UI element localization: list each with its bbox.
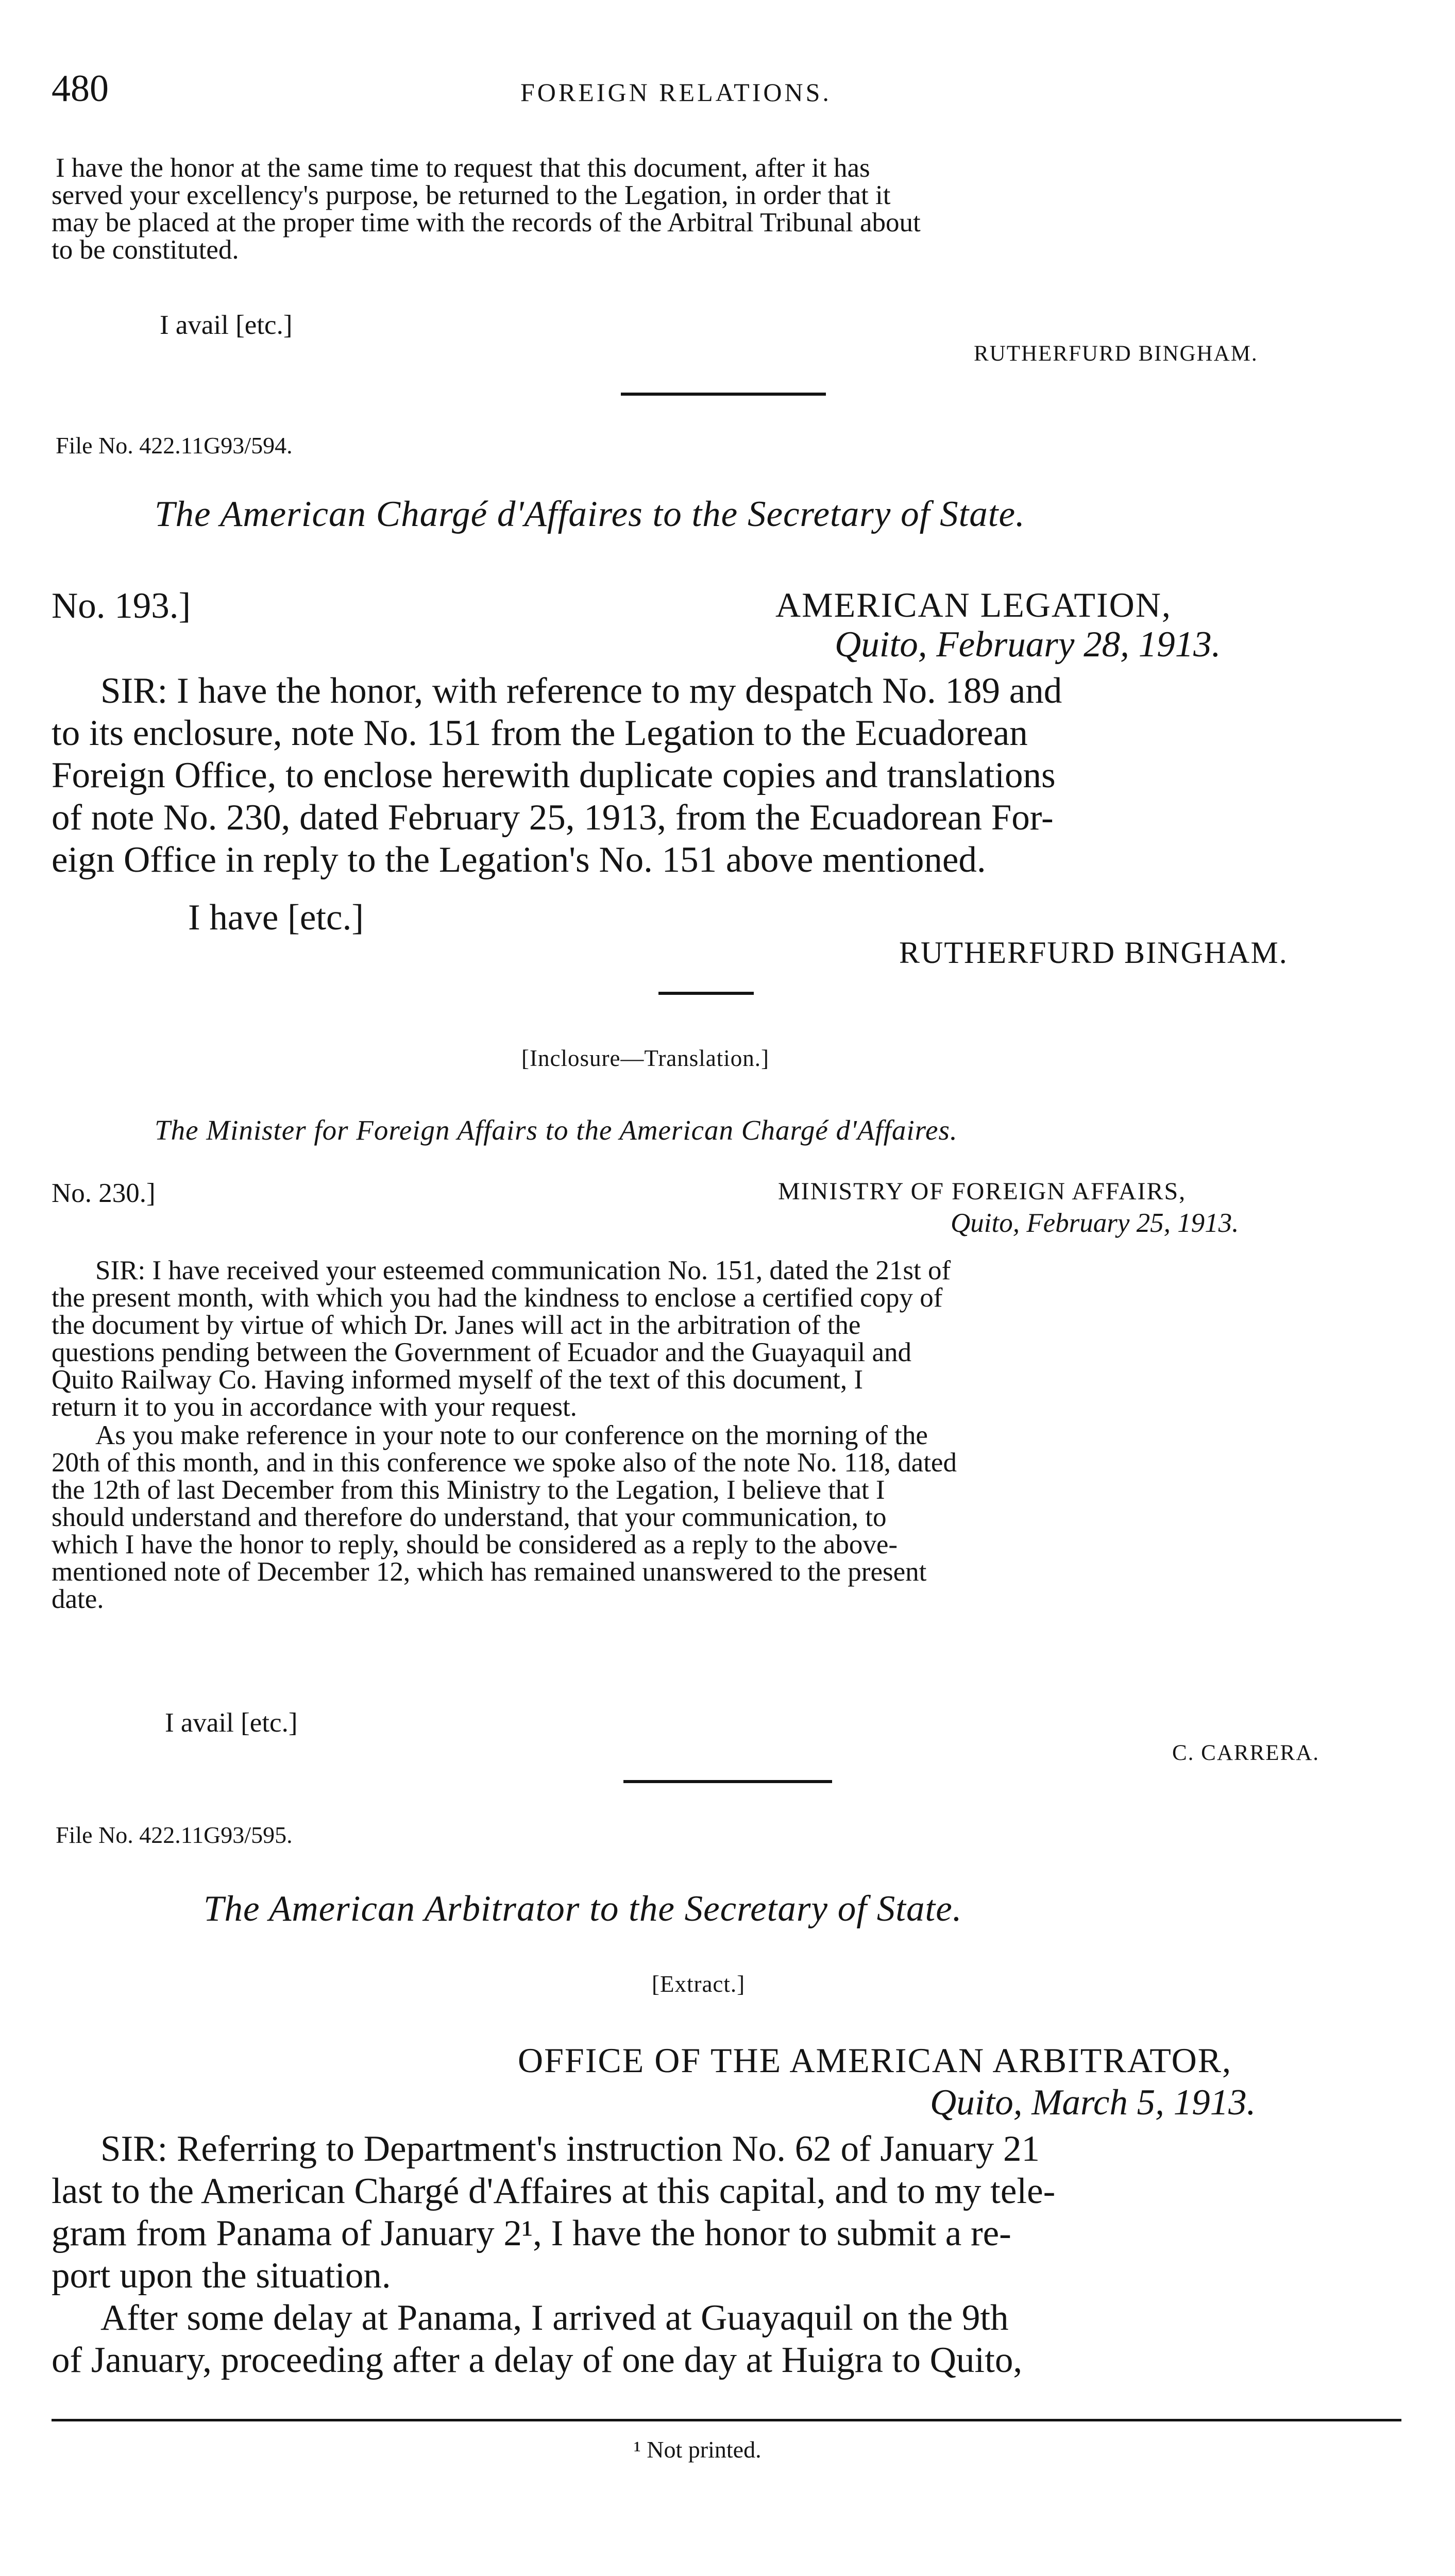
- text-line: Quito Railway Co. Having informed myself of the text of this document, I: [52, 1365, 863, 1395]
- running-title: FOREIGN RELATIONS.: [520, 78, 832, 107]
- text-line: questions pending between the Government of Ecuador and the Guayaquil and: [52, 1337, 912, 1367]
- text-line: return it to you in accordance with your request.: [52, 1392, 577, 1422]
- doc3-paragraph-1: [52, 1257, 1404, 1421]
- dateline-place: OFFICE OF THE AMERICAN ARBITRATOR,: [518, 2041, 1232, 2080]
- text-line: to its enclosure, note No. 151 from the Legation to the Ecuadorean: [52, 713, 1028, 753]
- footnote-rule: [52, 2419, 1401, 2421]
- text-line: After some delay at Panama, I arrived at Guayaquil on the 9th: [100, 2298, 1009, 2338]
- text-line: SIR: I have received your esteemed communication No. 151, dated the 21st of: [95, 1256, 951, 1285]
- text-line: Foreign Office, to enclose herewith duplicate copies and translations: [52, 755, 1056, 795]
- text-line: eign Office in reply to the Legation's No. 151 above mentioned.: [52, 840, 986, 880]
- text-line: SIR: Referring to Department's instruction No. 62 of January 21: [100, 2129, 1040, 2169]
- doc4-paragraph-2: [52, 2297, 1404, 2381]
- text-line: should understand and therefore do understand, that your communication, to: [52, 1502, 887, 1532]
- letter1-signature: RUTHERFURD BINGHAM.: [974, 342, 1258, 366]
- text-line: date.: [52, 1584, 104, 1614]
- dateline-place: AMERICAN LEGATION,: [775, 585, 1172, 624]
- doc3-closing: I avail [etc.]: [165, 1708, 298, 1738]
- text-line: of note No. 230, dated February 25, 1913, from the Ecuadorean For-: [52, 798, 1054, 838]
- despatch-number: No. 193.]: [52, 586, 191, 626]
- section-divider: [658, 992, 754, 995]
- section-divider: [623, 1780, 832, 1783]
- file-number: File No. 422.11G93/595.: [56, 1822, 293, 1848]
- text-line: As you make reference in your note to our conference on the morning of the: [95, 1420, 928, 1450]
- text-line: last to the American Chargé d'Affaires at this capital, and to my tele-: [52, 2171, 1056, 2211]
- text-line: which I have the honor to reply, should be considered as a reply to the above-: [52, 1530, 898, 1560]
- text-line: the document by virtue of which Dr. Janes will act in the arbitration of the: [52, 1310, 861, 1340]
- text-line: to be constituted.: [52, 235, 239, 265]
- document-heading: The American Arbitrator to the Secretary of State.: [204, 1889, 962, 1929]
- letter1-paragraph: [52, 155, 1404, 264]
- doc3-paragraph-2: [52, 1422, 1404, 1613]
- text-line: the present month, with which you had the kindness to enclose a certified copy of: [52, 1283, 943, 1313]
- text-line: port upon the situation.: [52, 2256, 391, 2296]
- text-line: SIR: I have the honor, with reference to my despatch No. 189 and: [100, 671, 1062, 711]
- text-line: I have the honor at the same time to request that this document, after it has: [56, 153, 870, 183]
- file-number: File No. 422.11G93/594.: [56, 432, 293, 459]
- letter1-closing: I avail [etc.]: [160, 310, 293, 340]
- document-heading: The American Chargé d'Affaires to the Secretary of State.: [155, 494, 1025, 534]
- doc4-paragraph-1: [52, 2128, 1404, 2297]
- doc2-closing: I have [etc.]: [188, 897, 364, 938]
- text-line: the 12th of last December from this Ministry to the Legation, I believe that I: [52, 1475, 885, 1505]
- doc2-signature: RUTHERFURD BINGHAM.: [899, 936, 1288, 970]
- text-line: gram from Panama of January 2¹, I have the honor to submit a re-: [52, 2213, 1011, 2253]
- document-heading: The Minister for Foreign Affairs to the American Chargé d'Affaires.: [155, 1114, 958, 1146]
- extract-note: [Extract.]: [652, 1971, 746, 1997]
- text-line: of January, proceeding after a delay of one day at Huigra to Quito,: [52, 2340, 1023, 2380]
- dateline-date: Quito, March 5, 1913.: [930, 2082, 1256, 2123]
- text-line: may be placed at the proper time with the records of the Arbitral Tribunal about: [52, 208, 921, 238]
- page-number: 480: [52, 67, 109, 110]
- dateline-date: Quito, February 25, 1913.: [951, 1208, 1239, 1238]
- text-line: served your excellency's purpose, be returned to the Legation, in order that it: [52, 180, 891, 210]
- footnote: ¹ Not printed.: [634, 2436, 762, 2463]
- dateline-place: MINISTRY OF FOREIGN AFFAIRS,: [778, 1178, 1187, 1205]
- note-number: No. 230.]: [52, 1178, 156, 1208]
- doc2-body: [52, 670, 1404, 881]
- section-divider: [621, 393, 826, 396]
- doc3-signature: C. CARRERA.: [1172, 1741, 1320, 1765]
- dateline-date: Quito, February 28, 1913.: [835, 624, 1221, 665]
- inclosure-note: [Inclosure—Translation.]: [521, 1045, 770, 1071]
- text-line: mentioned note of December 12, which has remained unanswered to the present: [52, 1557, 927, 1587]
- text-line: 20th of this month, and in this conference we spoke also of the note No. 118, dated: [52, 1448, 957, 1478]
